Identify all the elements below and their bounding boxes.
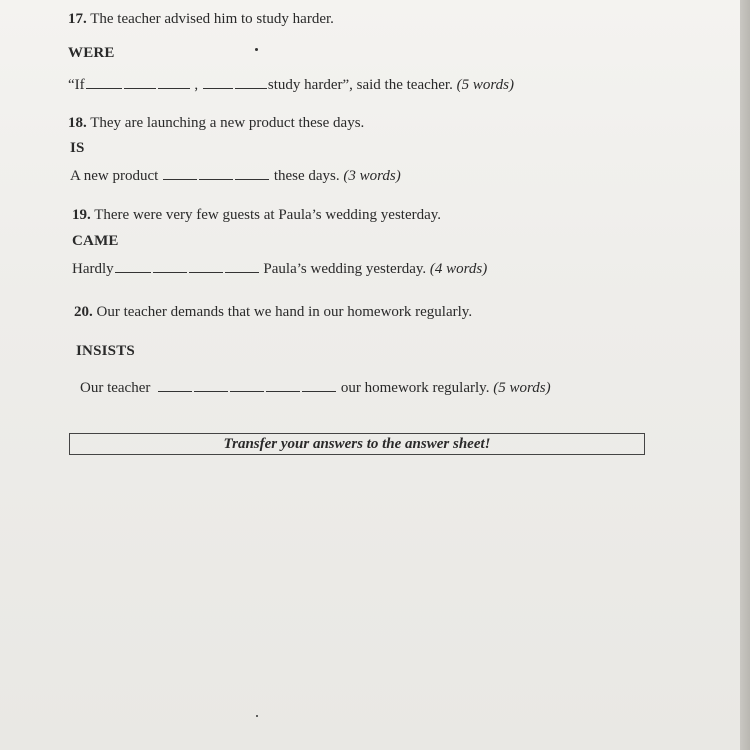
answer-end: our homework regularly. <box>340 380 490 396</box>
answer-blank[interactable] <box>225 260 259 273</box>
speck <box>256 715 258 717</box>
answer-start: “If <box>68 77 85 93</box>
keyword-is: IS <box>70 140 85 156</box>
answer-start: Our teacher <box>80 380 151 396</box>
answer-end: these days. <box>273 168 340 184</box>
question-prompt: Our teacher demands that we hand in our homework regularly. <box>96 304 473 320</box>
question-20 <box>74 303 472 321</box>
speck <box>255 48 258 51</box>
word-count: (3 words) <box>343 168 401 184</box>
answer-blank[interactable] <box>194 379 228 392</box>
answer-blank[interactable] <box>86 76 122 89</box>
answer-start: Hardly <box>72 261 114 277</box>
answer-blank[interactable] <box>189 260 223 273</box>
question-17 <box>68 10 334 28</box>
transfer-answers-box: Transfer your answers to the answer sheet! <box>69 433 645 455</box>
answer-blank[interactable] <box>158 379 192 392</box>
question-prompt: There were very few guests at Paula’s wedding yesterday. <box>94 207 442 223</box>
keyword-insists: INSISTS <box>76 343 135 359</box>
word-count: (4 words) <box>429 261 488 277</box>
question-number: 17. <box>68 11 87 27</box>
answer-blank[interactable] <box>235 167 269 180</box>
answer-blank[interactable] <box>266 379 300 392</box>
keyword-came: CAME <box>72 233 119 249</box>
question-19 <box>72 206 441 224</box>
answer-line-17 <box>68 76 514 94</box>
answer-start: A new product <box>70 168 159 184</box>
answer-blank[interactable] <box>124 76 156 89</box>
answer-blank[interactable] <box>153 260 187 273</box>
page-edge-shadow <box>740 0 750 750</box>
answer-line-20 <box>80 379 551 397</box>
answer-line-19 <box>72 260 487 278</box>
keyword-were: WERE <box>68 45 115 61</box>
question-prompt: The teacher advised him to study harder. <box>90 11 334 27</box>
answer-blank[interactable] <box>115 260 151 273</box>
answer-blank[interactable] <box>302 379 336 392</box>
answer-blank[interactable] <box>163 167 197 180</box>
answer-end: study harder”, said the teacher. <box>267 77 453 93</box>
comma: , <box>194 77 199 93</box>
answer-blank[interactable] <box>235 76 267 89</box>
answer-blank[interactable] <box>158 76 190 89</box>
word-count: (5 words) <box>493 380 551 396</box>
question-18 <box>68 114 364 132</box>
answer-blank[interactable] <box>199 167 233 180</box>
question-number: 19. <box>72 207 91 223</box>
answer-end: Paula’s wedding yesterday. <box>263 261 427 277</box>
question-prompt: They are launching a new product these days. <box>90 115 365 131</box>
answer-blank[interactable] <box>230 379 264 392</box>
answer-line-18 <box>70 167 401 185</box>
word-count: (5 words) <box>456 77 514 93</box>
question-number: 20. <box>74 304 93 320</box>
answer-blank[interactable] <box>203 76 233 89</box>
question-number: 18. <box>68 115 87 131</box>
